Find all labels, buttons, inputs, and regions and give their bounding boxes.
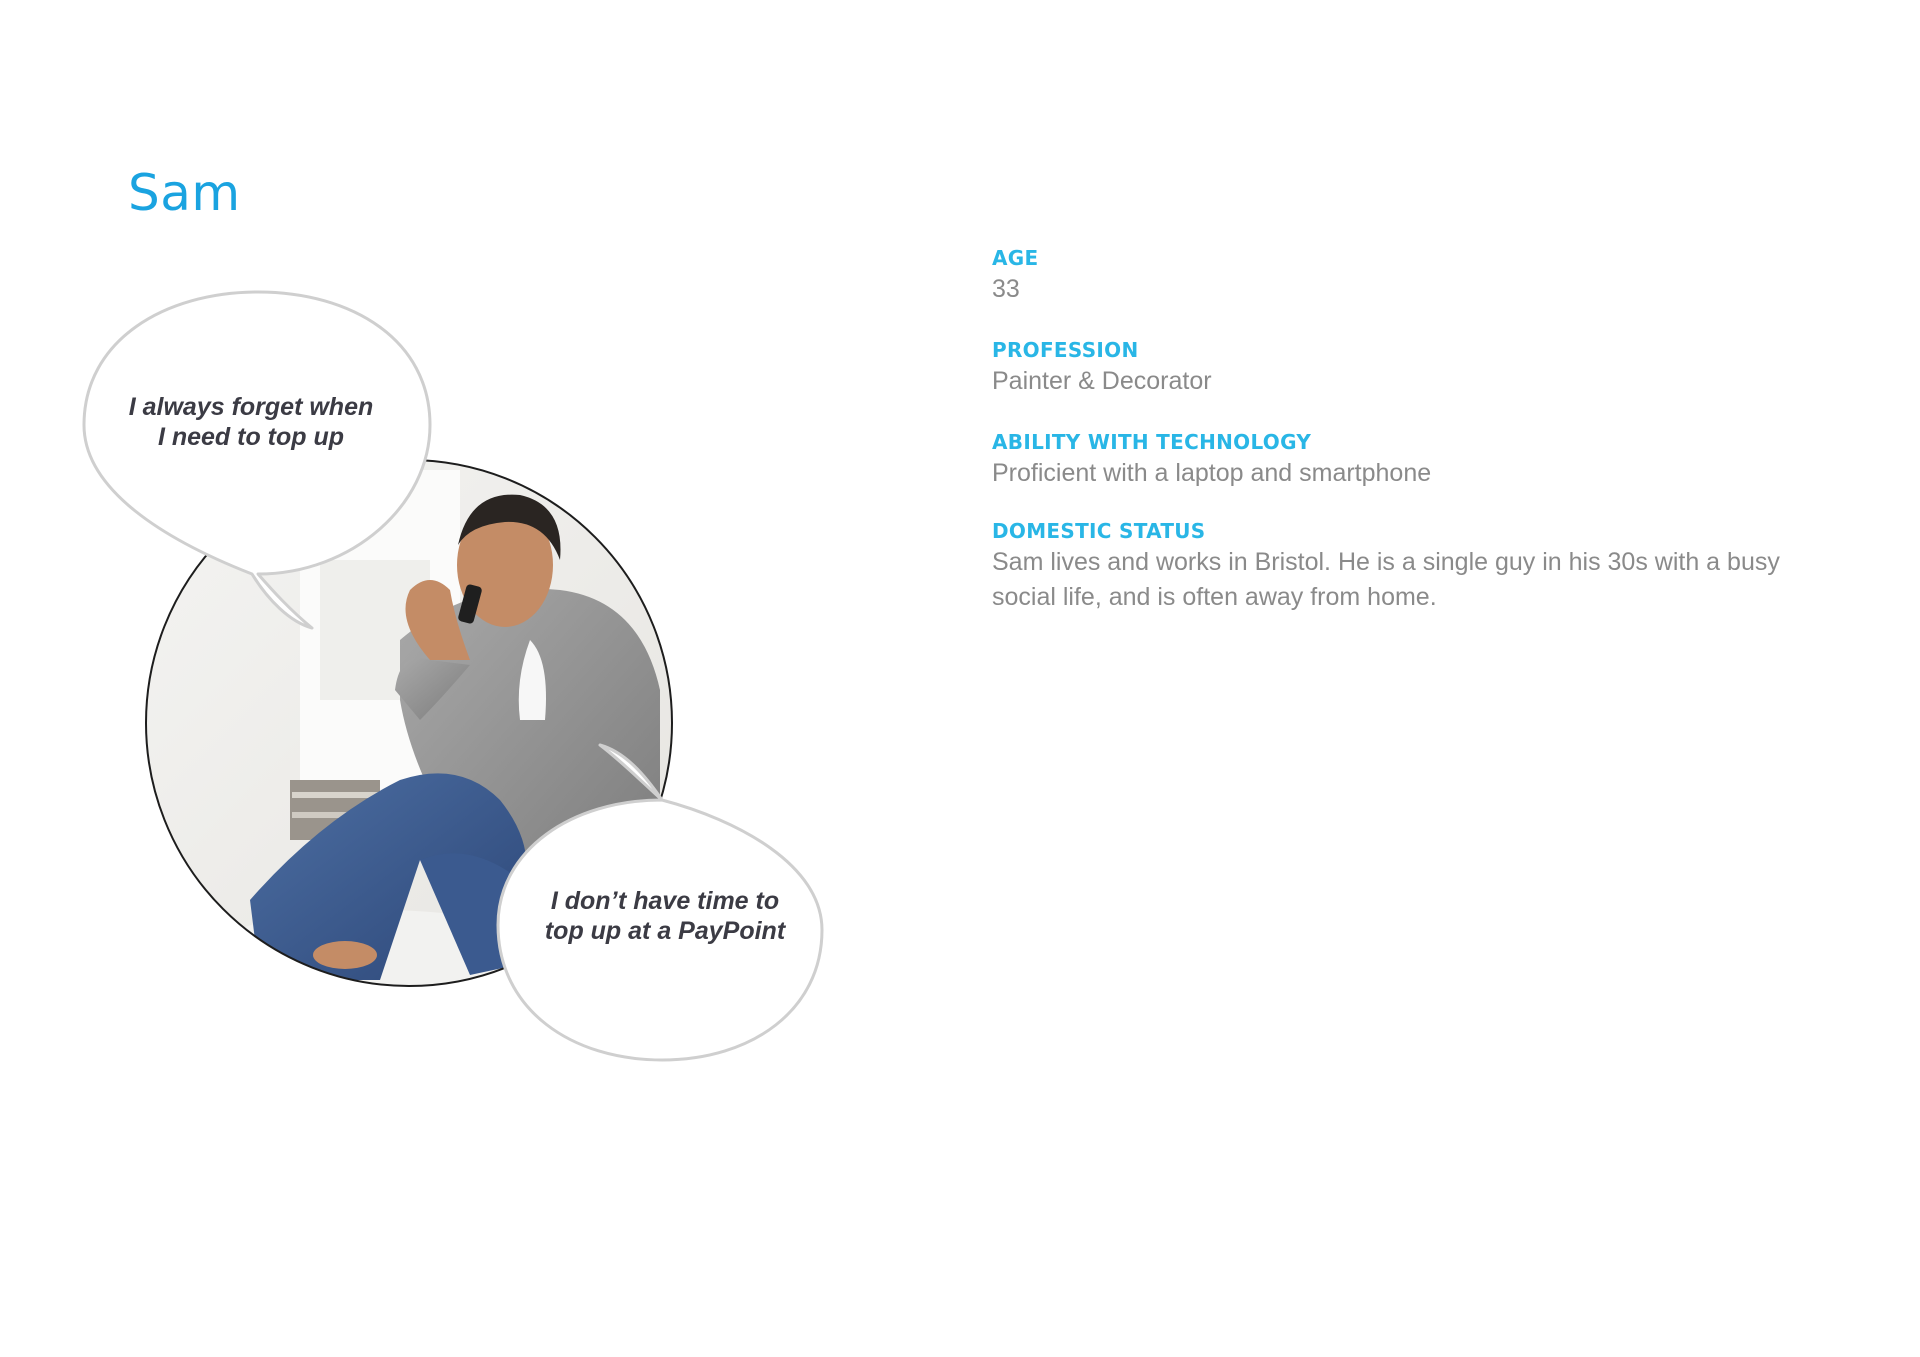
fact-profession-label: PROFESSION [992,338,1139,362]
fact-profession-value: Painter & Decorator [992,367,1212,395]
quote-1-line-1: I always forget when [128,393,374,421]
fact-technology-label: ABILITY WITH TECHNOLOGY [992,430,1312,454]
fact-technology-value: Proficient with a laptop and smartphone [992,459,1432,487]
fact-age-label: AGE [992,246,1039,270]
quote-no-time-paypoint [520,886,810,946]
quote-forget-top-up [96,392,406,452]
quote-1-line-2: I need to top up [157,423,345,451]
fact-domestic-value: Sam lives and works in Bristol. He is a single guy in his 30s with a busy social life, and is often away from home. [992,548,1780,611]
fact-technology [992,430,1431,491]
quote-2-line-1: I don’t have time to [550,887,780,915]
fact-age-value: 33 [992,275,1020,303]
fact-domestic-status [992,519,1812,615]
fact-domestic-label: DOMESTIC STATUS [992,519,1206,543]
fact-profession [992,338,1212,399]
quote-2-line-2: top up at a PayPoint [544,917,786,945]
persona-name: Sam [128,164,241,222]
fact-age [992,246,1038,307]
